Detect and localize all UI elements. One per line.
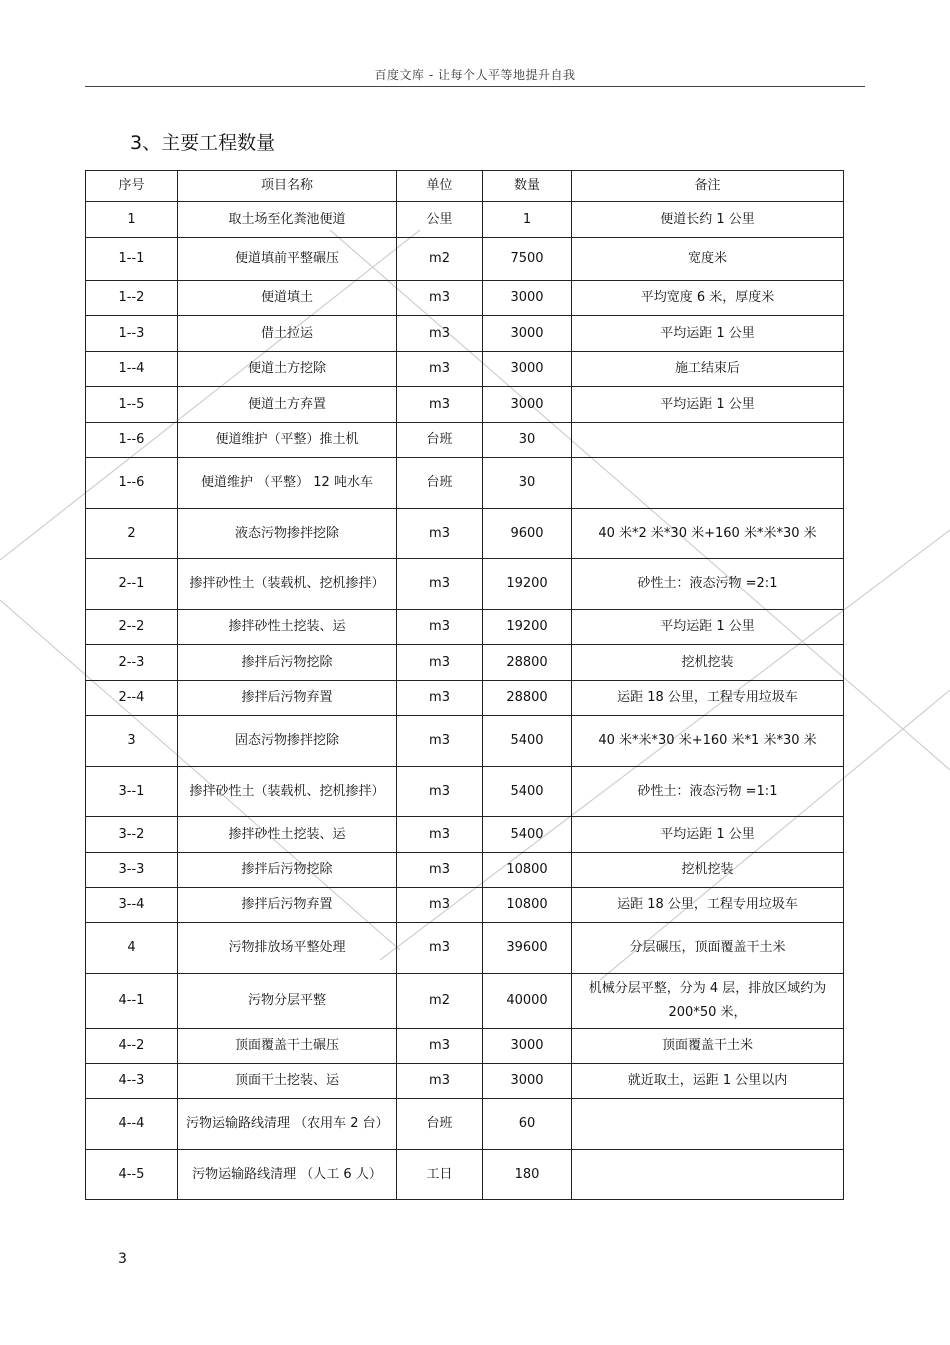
cell-qty: 180 bbox=[483, 1150, 572, 1200]
cell-remark bbox=[572, 423, 844, 458]
cell-seq: 3--4 bbox=[86, 888, 178, 923]
cell-remark: 40 米*米*30 米+160 米*1 米*30 米 bbox=[572, 716, 844, 767]
cell-item: 顶面覆盖干土碾压 bbox=[178, 1029, 397, 1064]
cell-item: 借土拉运 bbox=[178, 316, 397, 352]
table-body bbox=[86, 202, 844, 1200]
cell-qty: 19200 bbox=[483, 559, 572, 610]
table-row bbox=[86, 645, 844, 681]
cell-item: 固态污物掺拌挖除 bbox=[178, 716, 397, 767]
section-title: 3、主要工程数量 bbox=[130, 132, 276, 154]
table-row bbox=[86, 974, 844, 1029]
cell-remark: 机械分层平整，分为 4 层，排放区域约为 200*50 米， bbox=[572, 974, 844, 1029]
cell-unit: m3 bbox=[397, 1064, 483, 1099]
cell-seq: 1--6 bbox=[86, 458, 178, 509]
cell-qty: 9600 bbox=[483, 509, 572, 559]
cell-unit: m3 bbox=[397, 1029, 483, 1064]
header-divider bbox=[85, 86, 865, 87]
cell-seq: 4--2 bbox=[86, 1029, 178, 1064]
cell-seq: 3--3 bbox=[86, 853, 178, 888]
table-header-row bbox=[86, 171, 844, 202]
table-row bbox=[86, 767, 844, 817]
cell-qty: 7500 bbox=[483, 238, 572, 281]
cell-item: 便道土方弃置 bbox=[178, 387, 397, 423]
cell-seq: 2 bbox=[86, 509, 178, 559]
cell-qty: 3000 bbox=[483, 281, 572, 316]
table-row bbox=[86, 1099, 844, 1150]
cell-item: 污物排放场平整处理 bbox=[178, 923, 397, 974]
header-cell: 项目名称 bbox=[178, 171, 397, 202]
cell-seq: 1--6 bbox=[86, 423, 178, 458]
cell-remark: 砂性土：液态污物 =2:1 bbox=[572, 559, 844, 610]
table-row bbox=[86, 1064, 844, 1099]
table-row bbox=[86, 888, 844, 923]
cell-unit: m3 bbox=[397, 559, 483, 610]
table-row bbox=[86, 387, 844, 423]
cell-item: 便道填前平整碾压 bbox=[178, 238, 397, 281]
cell-remark: 运距 18 公里，工程专用垃圾车 bbox=[572, 681, 844, 716]
cell-unit: m3 bbox=[397, 716, 483, 767]
cell-seq: 1--2 bbox=[86, 281, 178, 316]
cell-seq: 4 bbox=[86, 923, 178, 974]
cell-qty: 30 bbox=[483, 458, 572, 509]
cell-remark: 宽度米 bbox=[572, 238, 844, 281]
cell-qty: 19200 bbox=[483, 610, 572, 645]
table-row bbox=[86, 1150, 844, 1200]
cell-remark: 砂性土：液态污物 =1:1 bbox=[572, 767, 844, 817]
cell-qty: 3000 bbox=[483, 316, 572, 352]
table-row bbox=[86, 352, 844, 387]
cell-item: 掺拌后污物挖除 bbox=[178, 853, 397, 888]
cell-unit: m2 bbox=[397, 238, 483, 281]
cell-qty: 3000 bbox=[483, 352, 572, 387]
header-cell: 序号 bbox=[86, 171, 178, 202]
cell-qty: 30 bbox=[483, 423, 572, 458]
cell-unit: m3 bbox=[397, 645, 483, 681]
cell-item: 掺拌后污物弃置 bbox=[178, 888, 397, 923]
table-row bbox=[86, 1029, 844, 1064]
table-row bbox=[86, 559, 844, 610]
cell-item: 掺拌砂性土（装载机、挖机掺拌） bbox=[178, 559, 397, 610]
cell-unit: m3 bbox=[397, 681, 483, 716]
cell-qty: 3000 bbox=[483, 1064, 572, 1099]
cell-remark: 就近取土，运距 1 公里以内 bbox=[572, 1064, 844, 1099]
cell-item: 顶面干土挖装、运 bbox=[178, 1064, 397, 1099]
table-row bbox=[86, 853, 844, 888]
cell-seq: 4--3 bbox=[86, 1064, 178, 1099]
cell-item: 掺拌砂性土挖装、运 bbox=[178, 610, 397, 645]
cell-item: 掺拌后污物弃置 bbox=[178, 681, 397, 716]
cell-unit: 台班 bbox=[397, 1099, 483, 1150]
cell-remark: 挖机挖装 bbox=[572, 645, 844, 681]
cell-remark: 平均运距 1 公里 bbox=[572, 316, 844, 352]
cell-seq: 1--1 bbox=[86, 238, 178, 281]
cell-remark: 分层碾压，顶面覆盖干土米 bbox=[572, 923, 844, 974]
cell-unit: 工日 bbox=[397, 1150, 483, 1200]
cell-qty: 5400 bbox=[483, 716, 572, 767]
cell-seq: 3--2 bbox=[86, 817, 178, 853]
header-cell: 备注 bbox=[572, 171, 844, 202]
cell-seq: 2--4 bbox=[86, 681, 178, 716]
cell-remark: 挖机挖装 bbox=[572, 853, 844, 888]
cell-remark: 平均宽度 6 米，厚度米 bbox=[572, 281, 844, 316]
table-row bbox=[86, 281, 844, 316]
table-row bbox=[86, 716, 844, 767]
header-cell: 单位 bbox=[397, 171, 483, 202]
cell-seq: 3 bbox=[86, 716, 178, 767]
page-number: 3 bbox=[118, 1251, 127, 1267]
table-row bbox=[86, 202, 844, 238]
cell-seq: 2--2 bbox=[86, 610, 178, 645]
quantity-table bbox=[85, 170, 844, 1200]
cell-qty: 3000 bbox=[483, 387, 572, 423]
cell-remark bbox=[572, 1099, 844, 1150]
cell-item: 掺拌砂性土挖装、运 bbox=[178, 817, 397, 853]
page-header: 百度文库 - 让每个人平等地提升自我 bbox=[374, 68, 576, 82]
cell-item: 便道维护（平整）推土机 bbox=[178, 423, 397, 458]
cell-unit: m3 bbox=[397, 281, 483, 316]
cell-seq: 2--1 bbox=[86, 559, 178, 610]
table-row bbox=[86, 923, 844, 974]
cell-seq: 4--5 bbox=[86, 1150, 178, 1200]
cell-remark: 顶面覆盖干土米 bbox=[572, 1029, 844, 1064]
cell-remark: 平均运距 1 公里 bbox=[572, 610, 844, 645]
table-row bbox=[86, 509, 844, 559]
cell-qty: 1 bbox=[483, 202, 572, 238]
cell-seq: 4--4 bbox=[86, 1099, 178, 1150]
cell-seq: 4--1 bbox=[86, 974, 178, 1029]
cell-unit: m3 bbox=[397, 817, 483, 853]
cell-remark: 便道长约 1 公里 bbox=[572, 202, 844, 238]
cell-remark: 平均运距 1 公里 bbox=[572, 387, 844, 423]
cell-remark bbox=[572, 458, 844, 509]
cell-unit: 公里 bbox=[397, 202, 483, 238]
cell-seq: 1--5 bbox=[86, 387, 178, 423]
cell-item: 取土场至化粪池便道 bbox=[178, 202, 397, 238]
cell-unit: m3 bbox=[397, 316, 483, 352]
table-row bbox=[86, 610, 844, 645]
cell-qty: 39600 bbox=[483, 923, 572, 974]
table-row bbox=[86, 423, 844, 458]
cell-item: 掺拌砂性土（装载机、挖机掺拌） bbox=[178, 767, 397, 817]
cell-qty: 5400 bbox=[483, 767, 572, 817]
cell-unit: 台班 bbox=[397, 423, 483, 458]
cell-item: 掺拌后污物挖除 bbox=[178, 645, 397, 681]
cell-unit: m3 bbox=[397, 767, 483, 817]
header-cell: 数量 bbox=[483, 171, 572, 202]
table-row bbox=[86, 817, 844, 853]
cell-unit: m3 bbox=[397, 923, 483, 974]
cell-remark bbox=[572, 1150, 844, 1200]
cell-qty: 40000 bbox=[483, 974, 572, 1029]
cell-qty: 60 bbox=[483, 1099, 572, 1150]
table-row bbox=[86, 681, 844, 716]
table-row bbox=[86, 458, 844, 509]
cell-item: 便道土方挖除 bbox=[178, 352, 397, 387]
cell-item: 污物运输路线清理 （农用车 2 台） bbox=[178, 1099, 397, 1150]
cell-qty: 5400 bbox=[483, 817, 572, 853]
cell-unit: m3 bbox=[397, 387, 483, 423]
cell-item: 液态污物掺拌挖除 bbox=[178, 509, 397, 559]
cell-item: 便道维护 （平整） 12 吨水车 bbox=[178, 458, 397, 509]
table-row bbox=[86, 316, 844, 352]
cell-seq: 1--3 bbox=[86, 316, 178, 352]
cell-item: 便道填土 bbox=[178, 281, 397, 316]
cell-qty: 28800 bbox=[483, 681, 572, 716]
cell-seq: 1--4 bbox=[86, 352, 178, 387]
cell-unit: m3 bbox=[397, 853, 483, 888]
cell-unit: m3 bbox=[397, 888, 483, 923]
cell-qty: 10800 bbox=[483, 853, 572, 888]
cell-remark: 运距 18 公里，工程专用垃圾车 bbox=[572, 888, 844, 923]
cell-remark: 40 米*2 米*30 米+160 米*米*30 米 bbox=[572, 509, 844, 559]
cell-seq: 2--3 bbox=[86, 645, 178, 681]
table-row bbox=[86, 238, 844, 281]
cell-seq: 1 bbox=[86, 202, 178, 238]
cell-unit: m3 bbox=[397, 352, 483, 387]
cell-seq: 3--1 bbox=[86, 767, 178, 817]
cell-remark: 平均运距 1 公里 bbox=[572, 817, 844, 853]
cell-qty: 3000 bbox=[483, 1029, 572, 1064]
cell-qty: 10800 bbox=[483, 888, 572, 923]
cell-qty: 28800 bbox=[483, 645, 572, 681]
cell-remark: 施工结束后 bbox=[572, 352, 844, 387]
cell-unit: m3 bbox=[397, 610, 483, 645]
cell-unit: m3 bbox=[397, 509, 483, 559]
cell-unit: 台班 bbox=[397, 458, 483, 509]
cell-item: 污物运输路线清理 （人工 6 人） bbox=[178, 1150, 397, 1200]
cell-unit: m2 bbox=[397, 974, 483, 1029]
cell-item: 污物分层平整 bbox=[178, 974, 397, 1029]
